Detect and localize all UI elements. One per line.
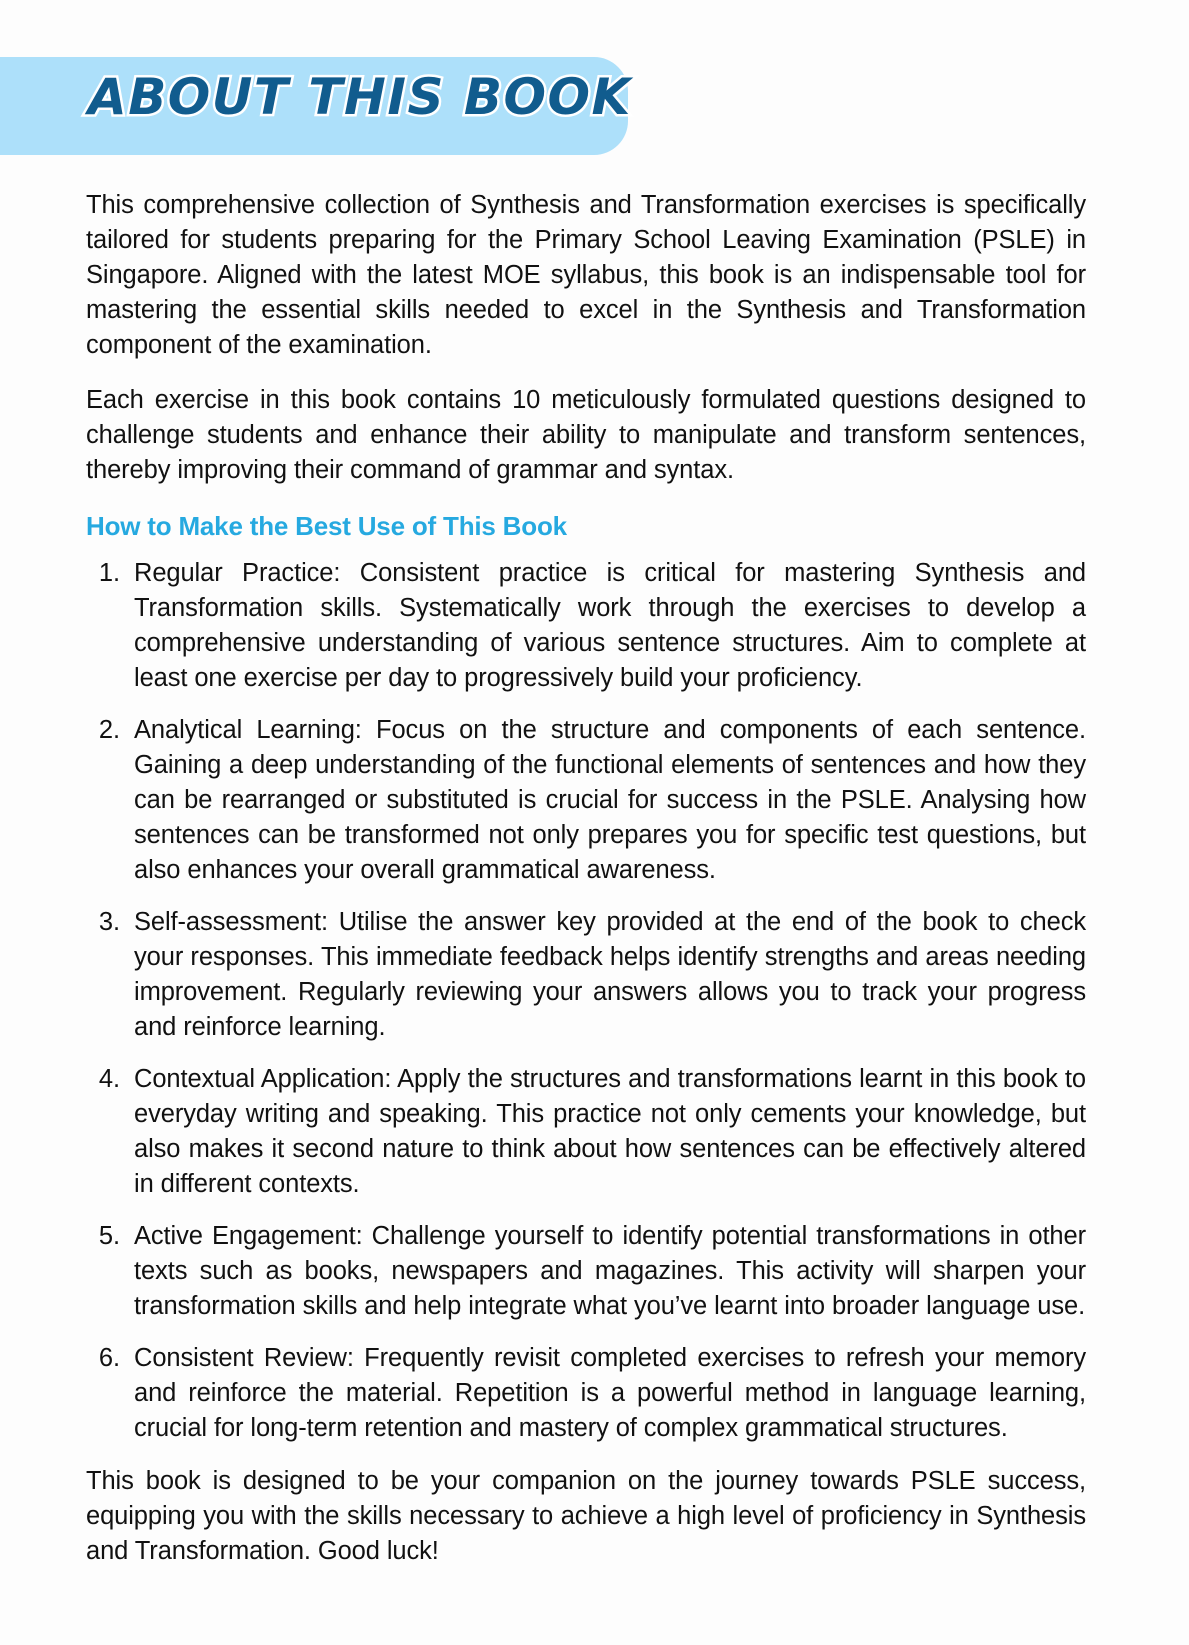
list-item-marker: 5. bbox=[98, 1222, 120, 1250]
list-item-marker: 6. bbox=[98, 1344, 120, 1372]
list-item-marker: 1. bbox=[98, 559, 120, 587]
list-item-marker: 2. bbox=[98, 716, 120, 744]
about-this-book-content bbox=[86, 188, 1086, 1569]
intro-paragraph-1: This comprehensive collection of Synthesis and Transformation exercises is specifically tailored for students preparing for the Primary School Leaving Examination (PSLE) in Singapore. Aligned with the latest MOE syllabus, this book is an indispensable tool for mastering the essential skills needed to excel in the Synthesis and Transformation component of the examination. bbox=[86, 191, 1086, 359]
list-item-marker: 3. bbox=[98, 908, 120, 936]
list-item bbox=[86, 1219, 1086, 1324]
list-item bbox=[86, 1341, 1086, 1446]
list-item-text: Analytical Learning: Focus on the structure and components of each sentence. Gaining a deep understanding of the functional elements of sentences and how they can be rearranged or substituted is crucial for success in the PSLE. Analysing how sentences can be transformed not only prepares you for specific test questions, but also enhances your overall grammatical awareness. bbox=[134, 716, 1086, 884]
page-title: ABOUT THIS BOOK bbox=[88, 68, 632, 126]
list-item bbox=[86, 905, 1086, 1045]
section-heading-how-to-use: How to Make the Best Use of This Book bbox=[86, 511, 567, 541]
intro-paragraph-2: Each exercise in this book contains 10 meticulously formulated questions designed to challenge students and enhance their ability to manipulate and transform sentences, thereby improving their command of grammar and syntax. bbox=[86, 386, 1086, 484]
list-item-text: Regular Practice: Consistent practice is critical for mastering Synthesis and Transformation skills. Systematically work through the exercises to develop a comprehensive understanding of various sentence structures. Aim to complete at least one exercise per day to progressively build your proficiency. bbox=[134, 559, 1086, 692]
closing-paragraph: This book is designed to be your companion on the journey towards PSLE success, equipping you with the skills necessary to achieve a high level of proficiency in Synthesis and Transformation. Good luck! bbox=[86, 1467, 1086, 1565]
list-item-text: Consistent Review: Frequently revisit completed exercises to refresh your memory and reinforce the material. Repetition is a powerful method in language learning, crucial for long-term retention and mastery of complex grammatical structures. bbox=[134, 1344, 1086, 1442]
list-item-text: Active Engagement: Challenge yourself to identify potential transformations in other texts such as books, newspapers and magazines. This activity will sharpen your transformation skills and help integrate what you’ve learnt into broader language use. bbox=[134, 1222, 1086, 1320]
list-item-marker: 4. bbox=[98, 1065, 120, 1093]
tips-list bbox=[86, 556, 1086, 1446]
list-item-text: Contextual Application: Apply the structures and transformations learnt in this book to everyday writing and speaking. This practice not only cements your knowledge, but also makes it second nature to think about how sentences can be effectively altered in different contexts. bbox=[134, 1065, 1086, 1198]
list-item bbox=[86, 556, 1086, 696]
list-item bbox=[86, 1062, 1086, 1202]
list-item-text: Self-assessment: Utilise the answer key provided at the end of the book to check your responses. This immediate feedback helps identify strengths and areas needing improvement. Regularly reviewing your answers allows you to track your progress and reinforce learning. bbox=[134, 908, 1086, 1041]
list-item bbox=[86, 713, 1086, 888]
